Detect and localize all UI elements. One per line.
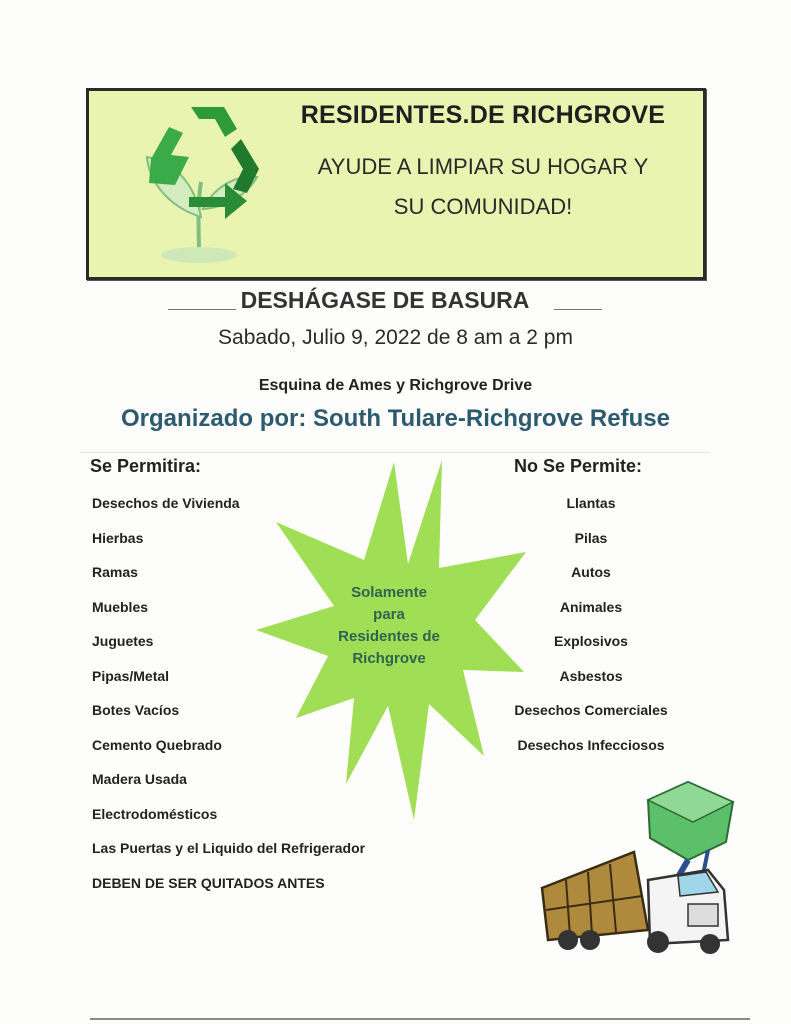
banner-subtitle-line-1: AYUDE A LIMPIAR SU HOGAR Y — [317, 154, 649, 179]
allowed-heading: Se Permitira: — [90, 456, 202, 476]
heading-rule-right — [554, 309, 602, 310]
event-organizer: Organizado por: South Tulare-Richgrove Refuse — [121, 405, 670, 432]
banner-subtitle-line-2: SU COMUNIDAD! — [393, 194, 573, 219]
not-allowed-list — [506, 495, 676, 771]
allowed-item: Ramas — [92, 564, 138, 580]
heading-rule-left — [168, 309, 236, 310]
not-allowed-item: Llantas — [566, 495, 616, 511]
header-banner — [86, 88, 706, 280]
not-allowed-item: Animales — [559, 598, 623, 615]
not-allowed-item: Pilas — [574, 529, 608, 546]
burst-line-1: Solamente — [351, 584, 427, 601]
banner-title: RESIDENTES.DE RICHGROVE — [300, 101, 666, 129]
not-allowed-heading: No Se Permite: — [514, 456, 643, 476]
not-allowed-item: Desechos Comerciales — [514, 702, 668, 718]
banner-subtitle — [269, 147, 697, 227]
burst-line-2: para — [373, 606, 405, 623]
allowed-item: Juguetes — [92, 633, 154, 649]
allowed-item: Pipas/Metal — [92, 667, 170, 684]
burst-line-4: Richgrove — [352, 650, 426, 667]
event-heading: DESHÁGASE DE BASURA — [240, 287, 530, 313]
divider — [80, 452, 710, 453]
not-allowed-item: Desechos Infecciosos — [517, 736, 665, 753]
burst-line-3: Residentes de — [338, 628, 440, 645]
bottom-divider — [90, 1018, 750, 1020]
allowed-item: Las Puertas y el Liquido del Refrigerador — [92, 840, 366, 856]
not-allowed-item: Asbestos — [559, 667, 623, 684]
not-allowed-item: Explosivos — [554, 633, 628, 649]
event-date: Sabado, Julio 9, 2022 de 8 am a 2 pm — [218, 326, 573, 349]
not-allowed-item: Autos — [571, 564, 611, 580]
allowed-item: Cemento Quebrado — [92, 736, 222, 753]
allowed-item-note: DEBEN DE SER QUITADOS ANTES — [92, 874, 325, 891]
allowed-list — [92, 495, 365, 909]
allowed-item: Madera Usada — [92, 771, 187, 787]
event-heading-row — [168, 287, 602, 317]
event-location: Esquina de Ames y Richgrove Drive — [258, 377, 533, 394]
allowed-item: Hierbas — [92, 529, 144, 546]
allowed-item: Desechos de Vivienda — [92, 495, 240, 511]
garbage-truck-icon — [538, 780, 738, 955]
allowed-item: Botes Vacíos — [92, 702, 180, 718]
allowed-item: Muebles — [92, 598, 149, 615]
recycle-plant-icon — [129, 97, 269, 267]
allowed-item: Electrodomésticos — [92, 805, 218, 822]
